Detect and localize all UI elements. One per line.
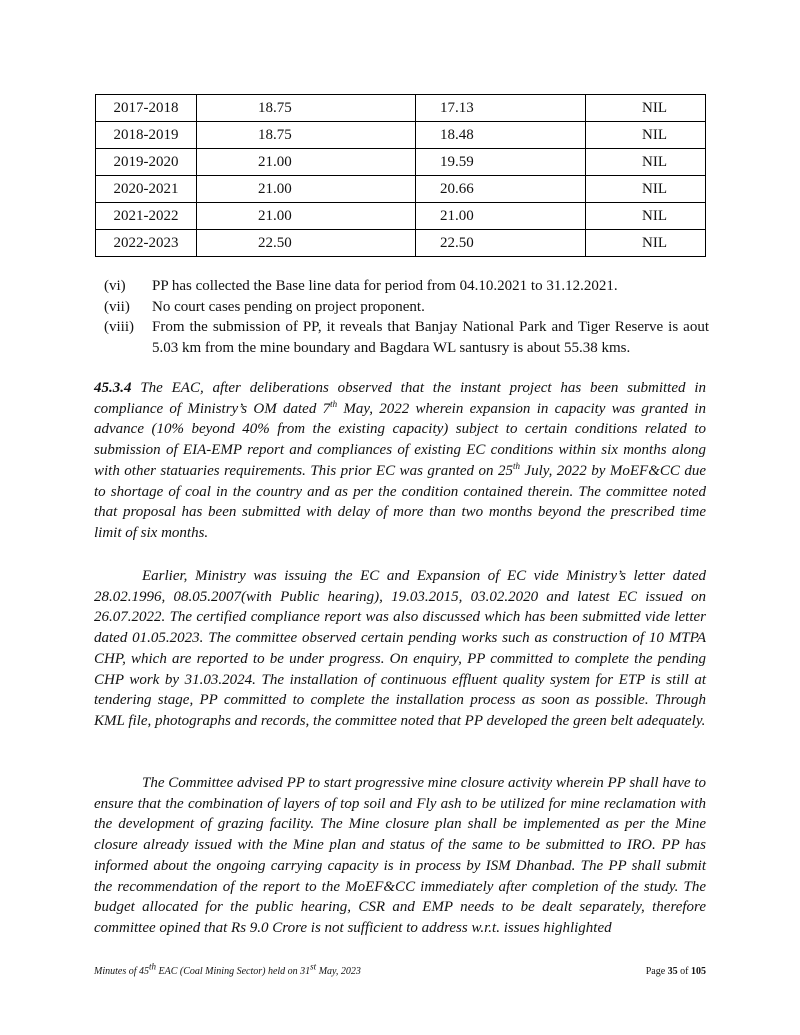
para1-sup2: th [512,460,520,471]
table-cell: NIL [586,176,706,203]
table-cell: NIL [586,230,706,257]
footer-meeting-title [94,961,361,977]
table-cell: 22.50 [197,230,416,257]
table-cell: 2021-2022 [96,203,197,230]
para1-text-c: July, 2022 by MoEF&CC due to shortage of coal in the country and as per the condition contained therein. The committee noted that proposal has been submitted with delay of more than two months beyond the prescribed time limit of six months. [94,462,706,541]
table-row [96,176,706,203]
page-current: 35 [667,966,678,977]
table-cell: 2020-2021 [96,176,197,203]
table-row [96,122,706,149]
table-cell: NIL [586,95,706,122]
table-cell: 2017-2018 [96,95,197,122]
section-number: 45.3.4 [94,380,132,396]
table-row [96,95,706,122]
list-item-number: (vii) [104,298,130,315]
production-table-body [96,95,706,257]
list-item [104,317,709,358]
table-cell: 18.75 [197,95,416,122]
table-cell: 22.50 [416,230,586,257]
production-table [95,94,706,257]
table-row [96,149,706,176]
list-item-text: No court cases pending on project proponent. [152,298,425,315]
table-cell: 21.00 [197,149,416,176]
page-footer [94,961,706,977]
list-item [104,276,709,297]
table-cell: NIL [586,149,706,176]
table-cell: NIL [586,122,706,149]
footer-text-a: Minutes of 45 [94,966,149,977]
para1-sup1: th [330,398,338,409]
para1-text-b: May, 2022 wherein expansion in capacity was granted in advance (10% beyond 40% from the existing capacity) subject to certain conditions related to submission of EIA-EMP report and compliances of existing EC conditions within six months along with other statuaries requirements. This prior EC was granted on 25 [94,400,706,479]
table-row [96,230,706,257]
table-cell: 19.59 [416,149,586,176]
table-cell: 20.66 [416,176,586,203]
page-total: 105 [691,966,706,977]
footer-text-c: May, 2023 [316,966,361,977]
table-cell: 2019-2020 [96,149,197,176]
table-cell: NIL [586,203,706,230]
table-cell: 18.75 [197,122,416,149]
paragraph-45-3-4 [94,378,706,544]
para1-text-a: The EAC, after deliberations observed that the instant project has been submitted in compliance of Ministry’s OM dated 7 [94,380,706,417]
table-cell: 21.00 [416,203,586,230]
table-cell: 21.00 [197,176,416,203]
list-item-text: From the submission of PP, it reveals that Banjay National Park and Tiger Reserve is aout 5.03 km from the mine boundary and Bagdara WL santusry is about 55.38 kms. [152,319,709,356]
of-word: of [677,966,691,977]
list-item-text: PP has collected the Base line data for period from 04.10.2021 to 31.12.2021. [152,278,618,294]
footer-text-b: EAC (Coal Mining Sector) held on 31 [156,966,311,977]
list-item-number: (vi) [104,278,126,294]
footer-sup2: st [310,961,317,972]
list-item-number: (viii) [104,319,134,335]
footer-sup1: th [149,961,157,972]
page-number [646,966,706,977]
page-word: Page [645,966,668,977]
list-item [104,297,709,318]
table-cell: 2018-2019 [96,122,197,149]
observation-list [104,276,709,358]
table-cell: 21.00 [197,203,416,230]
paragraph-earlier-ec: Earlier, Ministry was issuing the EC and Expansion of EC vide Ministry’s letter dated 28.02.1996, 08.05.2007(with Public hearing), 19.03.2015, 03.02.2020 and latest EC issued on 26.07.2022. The certified compliance report was also discussed which has been submitted vide letter dated 01.05.2023. The committee observed certain pending works such as construction of 10 MTPA CHP, which are reported to be under progress. On enquiry, PP committed to complete the pending CHP work by 31.03.2024. The installation of continuous effluent quality system for ETP is still at tendering stage, PP committed to complete the installation process as soon as possible. Through KML file, photographs and records, the committee noted that PP developed the green belt adequately. [94,568,706,729]
table-row [96,203,706,230]
table-cell: 2022-2023 [96,230,197,257]
table-cell: 17.13 [416,95,586,122]
paragraph-mine-closure: The Committee advised PP to start progressive mine closure activity wherein PP shall have to ensure that the combination of layers of top soil and Fly ash to be utilized for mine reclamation with the development of grazing facility. The Mine closure plan shall be implemented as per the Mine closure already issued with the Mine plan and status of the same to be submitted to IRO. PP has informed about the ongoing carrying capacity is in process by ISM Dhanbad. The PP shall submit the recommendation of the report to the MoEF&CC immediately after completion of the study. The budget allocated for the public hearing, CSR and EMP needs to be dealt separately, therefore committee opined that Rs 9.0 Crore is not sufficient to address w.r.t. issues highlighted [94,775,706,936]
table-cell: 18.48 [416,122,586,149]
